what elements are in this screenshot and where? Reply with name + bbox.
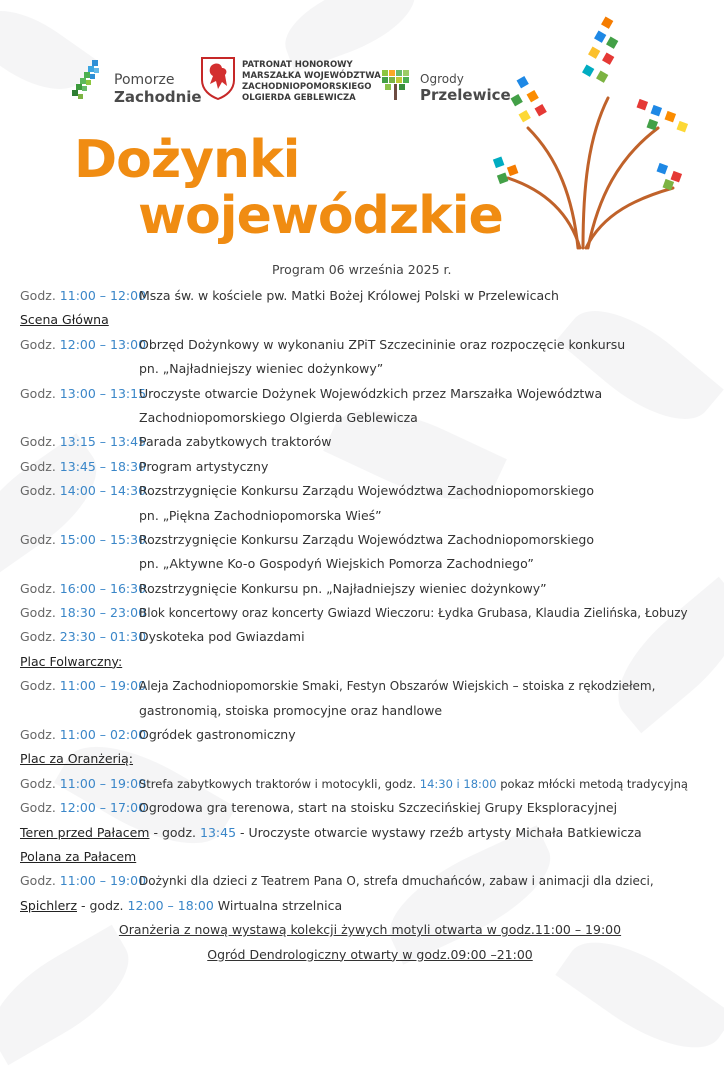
schedule-entry bbox=[20, 601, 720, 625]
program-list bbox=[20, 284, 720, 967]
entry-description: Aleja Zachodniopomorskie Smaki, Festyn Obszarów Wiejskich – stoiska z rękodziełem, bbox=[139, 679, 656, 694]
godz-label: Godz. bbox=[20, 727, 56, 743]
section-entry bbox=[20, 821, 720, 845]
patronat-line: PATRONAT HONOROWY bbox=[242, 60, 353, 70]
entry-description: Dyskoteka pod Gwiazdami bbox=[139, 629, 305, 645]
schedule-entry bbox=[20, 430, 720, 454]
time-range: 14:00 – 14:30 bbox=[59, 483, 147, 499]
entry-description: Uroczyste otwarcie Dożynek Wojewódzkich przez Marszałka Województwa bbox=[139, 385, 603, 401]
pomorze-line2: Zachodnie bbox=[114, 88, 202, 106]
section-title: Polana za Pałacem bbox=[20, 848, 137, 864]
time-range: 18:30 – 23:00 bbox=[59, 605, 147, 621]
schedule-entry bbox=[20, 869, 720, 893]
patronat-text bbox=[242, 60, 381, 104]
schedule-entry bbox=[20, 796, 720, 820]
entry-continuation: gastronomią, stoiska promocyjne oraz handlowe bbox=[139, 702, 443, 718]
section-title: Spichlerz bbox=[20, 897, 78, 913]
entry-description-part: pokaz młócki metodą tradycyjną bbox=[500, 776, 688, 791]
godz-label: - godz. bbox=[153, 824, 197, 840]
entry-continuation: Zachodniopomorskiego Olgierda Geblewicza bbox=[139, 409, 418, 425]
schedule-entry bbox=[20, 284, 720, 308]
page-title-line2: wojewódzkie bbox=[138, 186, 503, 246]
section-heading bbox=[20, 650, 720, 674]
schedule-entry bbox=[20, 625, 720, 649]
entry-description: Rozstrzygnięcie Konkursu pn. „Najładniejszy wieniec dożynkowy” bbox=[139, 580, 547, 596]
time-range: 23:30 – 01:30 bbox=[59, 629, 147, 645]
godz-label: Godz. bbox=[20, 800, 56, 816]
entry-description: Blok koncertowy oraz koncerty Gwiazd Wieczoru: Łydka Grubasa, Klaudia Zielińska, Łobuzy bbox=[139, 606, 688, 621]
godz-label: Godz. bbox=[20, 531, 56, 547]
footer-note: Oranżeria z nową wystawą kolekcji żywych motyli otwarta w godz.11:00 – 19:00 bbox=[118, 922, 622, 938]
time-range: 12:00 – 18:00 bbox=[127, 897, 214, 913]
patronat-line: ZACHODNIOPOMORSKIEGO bbox=[242, 82, 372, 92]
time-range: 11:00 – 12:00 bbox=[59, 288, 147, 303]
entry-description bbox=[139, 772, 688, 796]
schedule-entry bbox=[20, 528, 720, 552]
schedule-entry bbox=[20, 772, 720, 796]
entry-description: Parada zabytkowych traktorów bbox=[139, 434, 332, 450]
time-range: 13:00 – 13:15 bbox=[59, 385, 147, 401]
wheat-illustration-icon bbox=[488, 8, 698, 258]
schedule-entry bbox=[20, 333, 720, 357]
schedule-entry bbox=[20, 382, 720, 406]
patronat-line: OLGIERDA GEBLEWICZA bbox=[242, 93, 356, 103]
footer-note: Ogród Dendrologiczny otwarty w godz.09:00 –21:00 bbox=[207, 946, 533, 962]
entry-continuation: pn. „Aktywne Ko-o Gospodyń Wiejskich Pomorza Zachodniego” bbox=[139, 556, 534, 572]
time-range: 12:00 – 17:00 bbox=[59, 800, 147, 816]
time-range: 11:00 – 19:00 bbox=[59, 775, 147, 791]
entry-description: Program artystyczny bbox=[139, 458, 269, 474]
godz-label: - godz. bbox=[81, 897, 124, 913]
entry-description: Rozstrzygnięcie Konkursu Zarządu Województwa Zachodniopomorskiego bbox=[139, 483, 595, 499]
time-range: 14:30 i 18:00 bbox=[419, 776, 497, 791]
time-range: 15:00 – 15:30 bbox=[59, 531, 147, 547]
entry-description: Obrzęd Dożynkowy w wykonaniu ZPiT Szczecininie oraz rozpoczęcie konkursu bbox=[139, 336, 626, 352]
entry-description: - Uroczyste otwarcie wystawy rzeźb artysty Michała Batkiewicza bbox=[240, 824, 642, 840]
godz-label: Godz. bbox=[20, 678, 56, 694]
time-range: 13:15 – 13:45 bbox=[59, 434, 147, 450]
godz-label: Godz. bbox=[20, 605, 56, 621]
tree-logo-icon bbox=[380, 68, 412, 102]
ogrody-line2: Przelewice bbox=[420, 86, 511, 104]
entry-description: Ogródek gastronomiczny bbox=[139, 727, 296, 743]
ogrody-line1: Ogrody bbox=[420, 72, 464, 86]
schedule-entry bbox=[20, 455, 720, 479]
time-range: 16:00 – 16:30 bbox=[59, 580, 147, 596]
entry-description: Rozstrzygnięcie Konkursu Zarządu Województwa Zachodniopomorskiego bbox=[139, 531, 595, 547]
pixel-logo-icon bbox=[72, 60, 102, 104]
header bbox=[0, 0, 724, 270]
section-heading bbox=[20, 308, 720, 332]
entry-description: Ogrodowa gra terenowa, start na stoisku Szczecińskiej Grupy Eksploracyjnej bbox=[139, 800, 618, 816]
godz-label: Godz. bbox=[20, 336, 56, 352]
section-entry bbox=[20, 894, 720, 918]
godz-label: Godz. bbox=[20, 580, 56, 596]
section-title: Plac Folwarczny: bbox=[20, 653, 123, 669]
griffin-crest-icon bbox=[200, 56, 236, 100]
godz-label: Godz. bbox=[20, 483, 56, 499]
schedule-entry bbox=[20, 479, 720, 503]
time-range: 11:00 – 19:00 bbox=[59, 678, 147, 694]
entry-description-part: Strefa zabytkowych traktorów i motocykli, godz. bbox=[139, 776, 417, 791]
entry-description: Dożynki dla dzieci z Teatrem Pana O, strefa dmuchańców, zabaw i animacji dla dzieci, bbox=[139, 874, 654, 889]
godz-label: Godz. bbox=[20, 873, 56, 889]
patronat-line: MARSZAŁKA WOJEWÓDZTWA bbox=[242, 71, 381, 81]
godz-label: Godz. bbox=[20, 775, 56, 791]
schedule-entry bbox=[20, 723, 720, 747]
section-heading bbox=[20, 845, 720, 869]
time-range: 11:00 – 02:00 bbox=[59, 727, 147, 743]
section-title: Plac za Oranżerią: bbox=[20, 751, 134, 767]
section-title: Teren przed Pałacem bbox=[20, 824, 150, 840]
pomorze-line1: Pomorze bbox=[114, 72, 175, 88]
godz-label: Godz. bbox=[20, 385, 56, 401]
program-date: Program 06 września 2025 r. bbox=[272, 262, 452, 277]
godz-label: Godz. bbox=[20, 434, 56, 450]
entry-continuation: pn. „Piękna Zachodniopomorska Wieś” bbox=[139, 507, 382, 523]
godz-label: Godz. bbox=[20, 288, 56, 303]
section-heading bbox=[20, 747, 720, 771]
section-title: Scena Główna bbox=[20, 312, 109, 328]
page-title-line1: Dożynki bbox=[74, 130, 300, 190]
time-range: 13:45 – 18:30 bbox=[59, 458, 147, 474]
entry-description: Msza św. w kościele pw. Matki Bożej Królowej Polski w Przelewicach bbox=[139, 288, 559, 303]
time-range: 13:45 bbox=[200, 824, 237, 840]
schedule-entry bbox=[20, 577, 720, 601]
godz-label: Godz. bbox=[20, 458, 56, 474]
godz-label: Godz. bbox=[20, 629, 56, 645]
entry-continuation: pn. „Najładniejszy wieniec dożynkowy” bbox=[139, 361, 384, 377]
time-range: 11:00 – 19:00 bbox=[59, 873, 147, 889]
entry-description: Wirtualna strzelnica bbox=[217, 897, 343, 913]
time-range: 12:00 – 13:00 bbox=[59, 336, 147, 352]
schedule-entry bbox=[20, 674, 720, 698]
